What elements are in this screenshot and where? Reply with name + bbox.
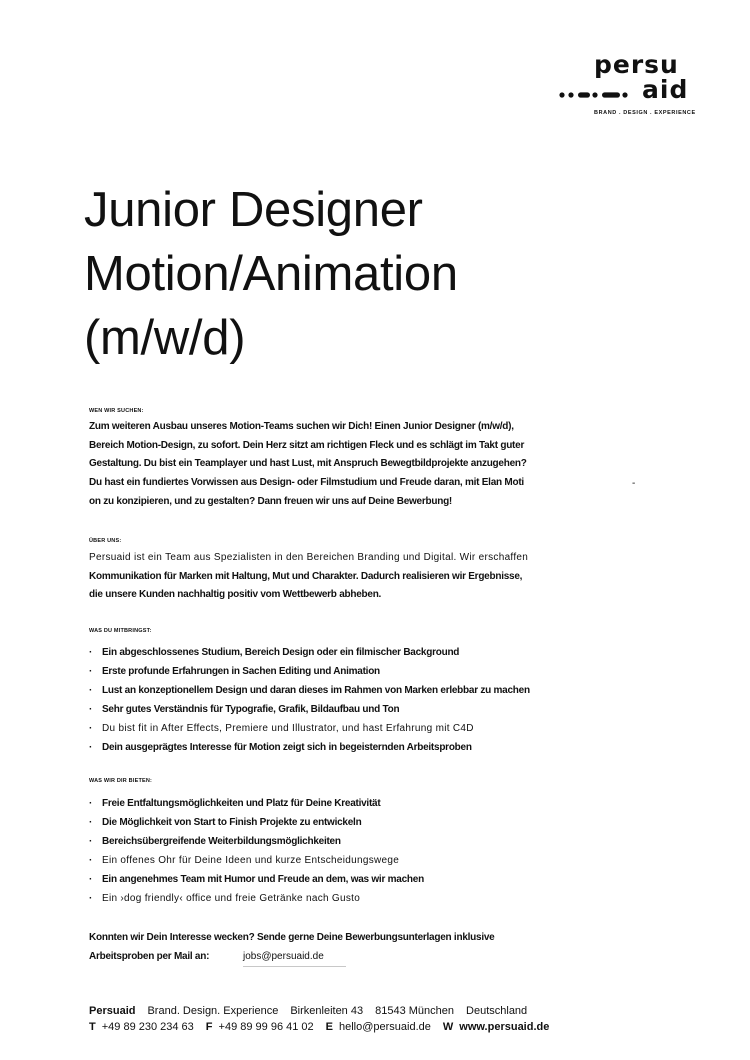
paragraph-line: Bereich Motion-Design, zu sofort. Dein Herz sitzt am richtigen Fleck und es schlägt im Takt guter <box>89 439 525 451</box>
closing-mail-line <box>89 947 494 967</box>
list-item: · Du bist fit in After Effects, Premiere und Illustrator, und hast Erfahrung mit C4D <box>89 719 530 738</box>
paragraph-line: Kommunikation für Marken mit Haltung, Mut und Charakter. Dadurch realisieren wir Ergebnisse, <box>89 570 523 582</box>
persuaid-logo <box>556 52 706 122</box>
job-title-line-1: Junior Designer <box>84 183 423 237</box>
paragraph-line: die unsere Kunden nachhaltig positiv vom Wettbewerb abheben. <box>89 589 382 601</box>
footer <box>89 1003 549 1035</box>
hyphenation-dash: - <box>632 478 636 489</box>
footer-fax: +49 89 99 96 41 02 <box>218 1021 314 1033</box>
paragraph-line: Gestaltung. Du bist ein Teamplayer und hast Lust, mit Anspruch Bewegtbildprojekte anzugehen? <box>89 458 527 470</box>
list-item: · Ein angenehmes Team mit Humor und Freude an dem, was wir machen <box>89 870 424 889</box>
logo-top-text: persu <box>594 50 679 79</box>
section-label-ueber-uns: ÜBER UNS: <box>89 538 122 544</box>
footer-tagline: Brand. Design. Experience <box>147 1005 279 1017</box>
job-title-line-2: Motion/Animation <box>84 247 458 301</box>
job-title-line-3: (m/w/d) <box>84 311 246 365</box>
footer-company: Persuaid <box>89 1005 136 1017</box>
footer-address-row <box>89 1003 549 1019</box>
list-was-wir-dir-bieten <box>89 794 424 908</box>
list-item: · Ein offenes Ohr für Deine Ideen und kurze Entscheidungswege <box>89 851 424 870</box>
closing-paragraph <box>89 928 494 967</box>
footer-phone-label: T <box>89 1021 96 1033</box>
footer-contact-row <box>89 1019 549 1035</box>
paragraph-line: Persuaid ist ein Team aus Spezialisten in den Bereichen Branding und Digital. Wir erschaffen <box>89 552 529 563</box>
logo-dots-icon <box>558 90 638 100</box>
list-item: · Lust an konzeptionellem Design und daran dieses im Rahmen von Marken erlebbar zu machen <box>89 681 530 700</box>
list-item: · Freie Entfaltungsmöglichkeiten und Platz für Deine Kreativität <box>89 794 424 813</box>
footer-phone: +49 89 230 234 63 <box>101 1021 194 1033</box>
paragraph-line: Zum weiteren Ausbau unseres Motion-Teams suchen wir Dich! Einen Junior Designer (m/w/d), <box>89 421 514 432</box>
footer-street: Birkenleiten 43 <box>290 1005 364 1017</box>
application-email-link[interactable]: jobs@persuaid.de <box>243 947 346 967</box>
closing-line: Konnten wir Dein Interesse wecken? Sende gerne Deine Bewerbungsunterlagen inklusive <box>89 932 495 943</box>
paragraph-line: Du hast ein fundiertes Vorwissen aus Design- oder Filmstudium und Freude daran, mit Elan Moti <box>89 477 524 489</box>
list-item: · Dein ausgeprägtes Interesse für Motion zeigt sich in begeisternden Arbeitsproben <box>89 738 530 757</box>
footer-email-label: E <box>325 1021 333 1033</box>
section-label-was-du-mitbringst: WAS DU MITBRINGST: <box>89 628 152 634</box>
mail-label: Arbeitsproben per Mail an: <box>89 951 210 962</box>
list-item: · Ein ›dog friendly‹ office und freie Getränke nach Gusto <box>89 889 424 908</box>
list-item: · Ein abgeschlossenes Studium, Bereich Design oder ein filmischer Background <box>89 643 530 662</box>
job-title <box>84 178 458 370</box>
logo-tagline: BRAND . DESIGN . EXPERIENCE <box>594 110 696 116</box>
paragraph-line: on zu konzipieren, und zu gestalten? Dann freuen wir uns auf Deine Bewerbung! <box>89 495 453 507</box>
footer-web-label: W <box>442 1021 454 1033</box>
footer-country: Deutschland <box>466 1005 528 1017</box>
list-was-du-mitbringst <box>89 643 530 757</box>
list-item: · Erste profunde Erfahrungen in Sachen Editing und Animation <box>89 662 530 681</box>
section-label-was-wir-dir-bieten: WAS WIR DIR BIETEN: <box>89 778 153 784</box>
section-label-wen-wir-suchen: WEN WIR SUCHEN: <box>89 408 144 414</box>
footer-email-link[interactable]: hello@persuaid.de <box>339 1021 431 1033</box>
list-item: · Bereichsübergreifende Weiterbildungsmöglichkeiten <box>89 832 424 851</box>
paragraph-wen-wir-suchen <box>89 418 527 512</box>
footer-fax-label: F <box>205 1021 213 1033</box>
footer-web-link[interactable]: www.persuaid.de <box>459 1021 550 1033</box>
footer-city: 81543 München <box>375 1005 455 1017</box>
list-item: · Sehr gutes Verständnis für Typografie, Grafik, Bildaufbau und Ton <box>89 700 530 719</box>
list-item: · Die Möglichkeit von Start to Finish Projekte zu entwickeln <box>89 813 424 832</box>
logo-bottom-text: aid <box>642 75 689 104</box>
paragraph-ueber-uns <box>89 549 528 605</box>
